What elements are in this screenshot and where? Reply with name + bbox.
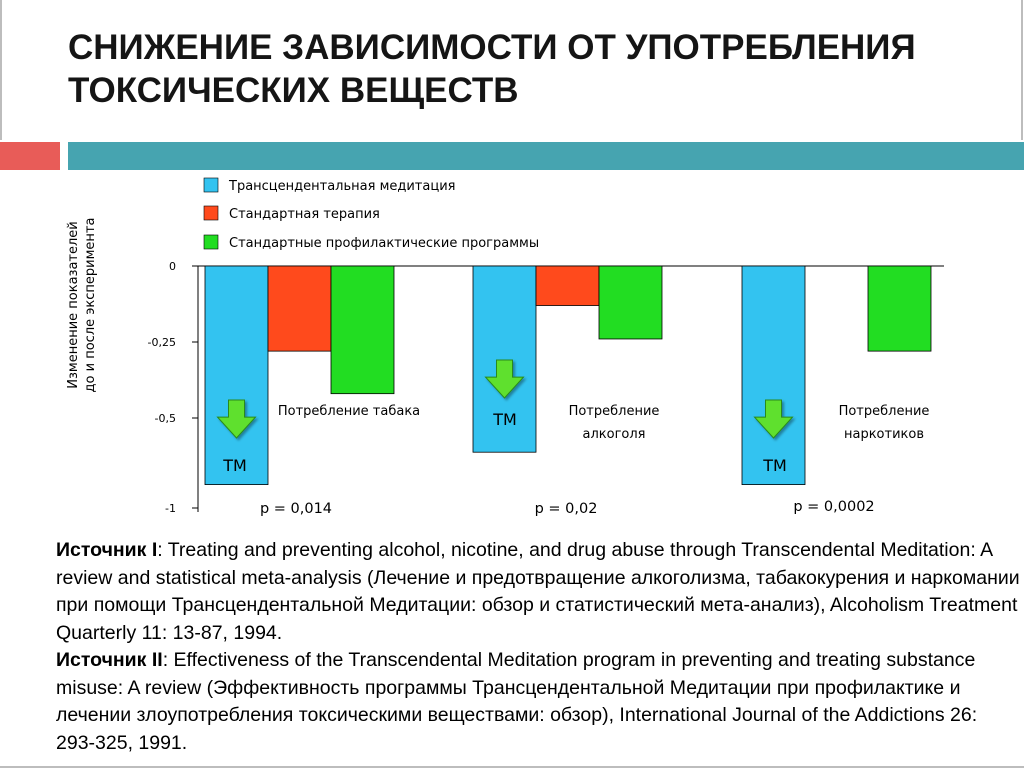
bar <box>868 266 931 351</box>
source-2-label: Источник II <box>56 649 163 671</box>
title-line-2: ТОКСИЧЕСКИХ ВЕЩЕСТВ <box>68 71 519 110</box>
y-axis-label-line-1: Изменение показателей <box>66 221 81 389</box>
y-tick-label: -1 <box>165 502 176 515</box>
category-label: Потребление табака <box>277 404 421 419</box>
bar <box>742 266 805 485</box>
bar <box>205 266 268 485</box>
legend-swatch <box>204 235 218 249</box>
legend-swatch <box>204 206 218 220</box>
bar <box>599 266 662 339</box>
bar <box>331 266 394 394</box>
title-line-1: СНИЖЕНИЕ ЗАВИСИМОСТИ ОТ УПОТРЕБЛЕНИЯ <box>68 28 916 67</box>
tm-label: ТМ <box>493 410 517 429</box>
category-label: Потребление <box>568 404 660 419</box>
source-1-label: Источник I <box>56 539 158 561</box>
tm-label: ТМ <box>763 456 787 475</box>
sources-block <box>56 537 1021 757</box>
p-value-label: p = 0,014 <box>259 501 333 517</box>
y-tick-label: -0,5 <box>154 412 176 425</box>
bar <box>268 266 331 351</box>
tm-label: ТМ <box>223 456 247 475</box>
category-label: Потребление <box>838 404 930 419</box>
y-axis-label-line-2: до и после эксперимента <box>83 217 98 393</box>
y-tick-label: 0 <box>169 260 176 273</box>
p-value-label: p = 0,02 <box>534 501 598 517</box>
category-label: наркотиков <box>843 427 925 442</box>
legend-label: Стандартная терапия <box>229 207 380 222</box>
p-value-label: p = 0,0002 <box>793 499 875 515</box>
bar <box>536 266 599 306</box>
source-1-text: : Treating and preventing alcohol, nicotine, and drug abuse through Transcendental Meditation: A review and statistical meta-analysis (Лечение и предотвращение алкоголизма, табакокурения и наркомании при помощи Трансцендентальной Медитации: обзор и статистический мета-анализ), Alcoholism Treatment Quarterly 11: 13-87, 1994. <box>56 539 1020 644</box>
legend-label: Стандартные профилактические программы <box>229 236 540 251</box>
source-2-text: : Effectiveness of the Transcendental Meditation program in preventing and treating substance misuse: A review (Эффективность программы Трансцендентальной Медитации при профилактике и лечении злоупотребления токсическими веществами: обзор), International Journal of the Addictions 26: 293-325, 1991. <box>56 649 978 754</box>
category-label: алкоголя <box>582 427 646 442</box>
legend-label: Трансцендентальная медитация <box>229 179 456 194</box>
y-tick-label: -0,25 <box>147 336 176 349</box>
legend-swatch <box>204 178 218 192</box>
